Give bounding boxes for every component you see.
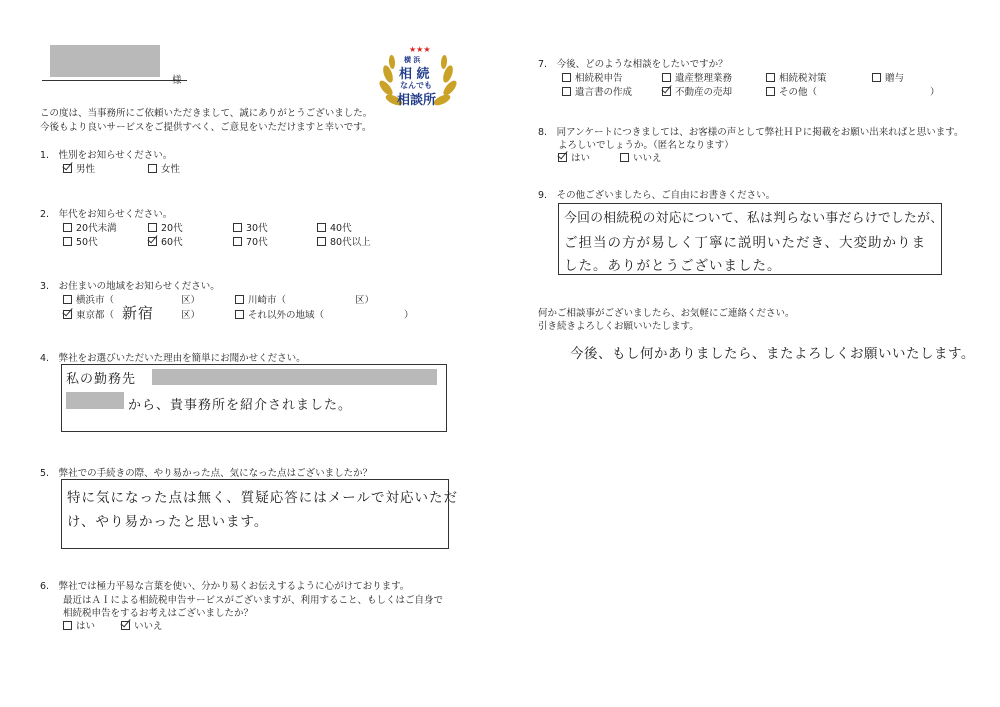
checkbox[interactable]: [317, 223, 326, 232]
checkbox[interactable]: [63, 223, 72, 232]
q7-option-tax-plan[interactable]: 相続税対策: [766, 70, 827, 84]
checkbox-checked[interactable]: [662, 87, 671, 96]
name-underline: [42, 80, 187, 81]
checkbox[interactable]: [662, 73, 671, 82]
q3-option-yokohama[interactable]: 横浜市（: [63, 292, 114, 306]
q6-line3: 相続税申告をするお考えはございましたか？: [63, 608, 254, 619]
checkbox[interactable]: [63, 295, 72, 304]
q8-line2: よろしいでしょうか。（匿名となります）: [558, 140, 734, 151]
q7-option-tax-filing[interactable]: 相続税申告: [562, 70, 623, 84]
checkbox[interactable]: [562, 73, 571, 82]
q9-question: 9. その他ございましたら、ご自由にお書きください。: [538, 190, 776, 201]
q3-kawasaki-close: 区）: [355, 295, 375, 306]
q3-question: 3. お住まいの地域をお知らせください。: [40, 281, 220, 292]
checkbox[interactable]: [766, 87, 775, 96]
q1-option-male[interactable]: 男性: [63, 161, 95, 175]
checkbox-checked[interactable]: [63, 310, 72, 319]
q3-tokyo-close: 区）: [181, 310, 201, 321]
checkbox[interactable]: [148, 223, 157, 232]
q2-option-under20[interactable]: 20代未満: [63, 220, 117, 234]
q7-option-other[interactable]: その他（: [766, 84, 817, 98]
checkbox[interactable]: [766, 73, 775, 82]
q8-option-no[interactable]: いいえ: [620, 150, 662, 164]
checkbox[interactable]: [872, 73, 881, 82]
q5-question: 5. 弊社での手続きの際、やり易かった点、気になった点はございましたか？: [40, 468, 373, 479]
q8-option-yes[interactable]: はい: [558, 150, 590, 164]
svg-text:★★★: ★★★: [409, 45, 431, 54]
q1-option-female[interactable]: 女性: [148, 161, 180, 175]
checkbox[interactable]: [233, 223, 242, 232]
checkbox[interactable]: [620, 153, 629, 162]
q6-option-yes[interactable]: はい: [63, 618, 95, 632]
logo-line3: なんでも: [400, 81, 432, 90]
q2-option-50s[interactable]: 50代: [63, 234, 98, 248]
checkbox-checked[interactable]: [558, 153, 567, 162]
name-suffix: 様: [172, 75, 182, 86]
q1-question: 1. 性別をお知らせください。: [40, 150, 173, 161]
checkbox[interactable]: [317, 237, 326, 246]
q4-redacted-1: [152, 369, 437, 385]
q6-line2: 最近はＡＩによる相続税申告サービスがございますが、利用すること、もしくはご自身で: [63, 595, 444, 606]
q7-option-gift[interactable]: 贈与: [872, 70, 904, 84]
footer-handwritten-note: 今後、もし何かありましたら、またよろしくお願いいたします。: [570, 346, 975, 362]
q4-question: 4. 弊社をお選びいただいた理由を簡単にお聞かせください。: [40, 353, 306, 364]
q7-question: 7. 今後、どのような相談をしたいですか？: [538, 59, 728, 70]
q5-answer-line2: け、やり易かったと思います。: [67, 514, 269, 530]
q3-handwritten-ward: 新宿: [122, 304, 155, 322]
checkbox[interactable]: [233, 237, 242, 246]
q7-other-close: ）: [930, 87, 940, 98]
logo-line2: 相 続: [399, 67, 430, 82]
q4-redacted-2: [66, 392, 124, 409]
q2-question: 2. 年代をお知らせください。: [40, 209, 173, 220]
q4-answer-line2: から、貴事務所を紹介されました。: [128, 398, 353, 413]
q3-option-tokyo[interactable]: 東京都（: [63, 307, 114, 321]
footer-line1: 何かご相談事がございましたら、お気軽にご連絡ください。: [538, 308, 795, 319]
intro-line1: この度は、当事務所にご依頼いただきまして、誠にありがとうございました。: [40, 108, 373, 119]
q8-question: 8. 同アンケートにつきましては、お客様の声として弊社ＨＰに掲載をお願い出来ればと思います。: [538, 127, 964, 138]
q3-other-close: ）: [404, 310, 414, 321]
q7-option-estate[interactable]: 遺産整理業務: [662, 70, 732, 84]
q2-option-60s[interactable]: 60代: [148, 234, 183, 248]
q2-option-40s[interactable]: 40代: [317, 220, 352, 234]
q4-answer-line1: 私の勤務先: [66, 372, 137, 387]
q5-answer-line1: 特に気になった点は無く、質疑応答にはメールで対応いただ: [67, 490, 458, 506]
checkbox-checked[interactable]: [63, 164, 72, 173]
checkbox-checked[interactable]: [148, 237, 157, 246]
checkbox[interactable]: [235, 310, 244, 319]
footer-line2: 引き続きよろしくお願いいたします。: [538, 321, 699, 332]
q2-option-80s[interactable]: 80代以上: [317, 234, 371, 248]
checkbox[interactable]: [63, 621, 72, 630]
q3-yokohama-close: 区）: [181, 295, 201, 306]
q7-option-realestate[interactable]: 不動産の売却: [662, 84, 732, 98]
checkbox[interactable]: [235, 295, 244, 304]
q2-option-20s[interactable]: 20代: [148, 220, 183, 234]
q9-answer-line3: した。ありがとうございました。: [564, 258, 782, 274]
q7-option-will[interactable]: 遺言書の作成: [562, 84, 632, 98]
checkbox[interactable]: [148, 164, 157, 173]
checkbox[interactable]: [562, 87, 571, 96]
q2-option-30s[interactable]: 30代: [233, 220, 268, 234]
q3-option-kawasaki[interactable]: 川崎市（: [235, 292, 286, 306]
intro-line2: 今後もより良いサービスをご提供すべく、ご意見をいただけますと幸いです。: [40, 122, 372, 133]
q9-answer-line2: ご担当の方が易しく丁寧に説明いただき、大変助かりま: [564, 235, 926, 251]
checkbox[interactable]: [63, 237, 72, 246]
q3-option-other[interactable]: それ以外の地域（: [235, 307, 324, 321]
q2-option-70s[interactable]: 70代: [233, 234, 268, 248]
logo-line4: 相談所: [397, 93, 437, 108]
q9-answer-line1: 今回の相続税の対応について、私は判らない事だらけでしたが、: [564, 211, 944, 226]
q6-question: 6. 弊社では極力平易な言葉を使い、分かり易くお伝えするように心がけております。: [40, 581, 410, 592]
checkbox-checked[interactable]: [121, 621, 130, 630]
redacted-name: [50, 45, 160, 77]
logo-line1: 横 浜: [404, 56, 421, 64]
q6-option-no[interactable]: いいえ: [121, 618, 163, 632]
